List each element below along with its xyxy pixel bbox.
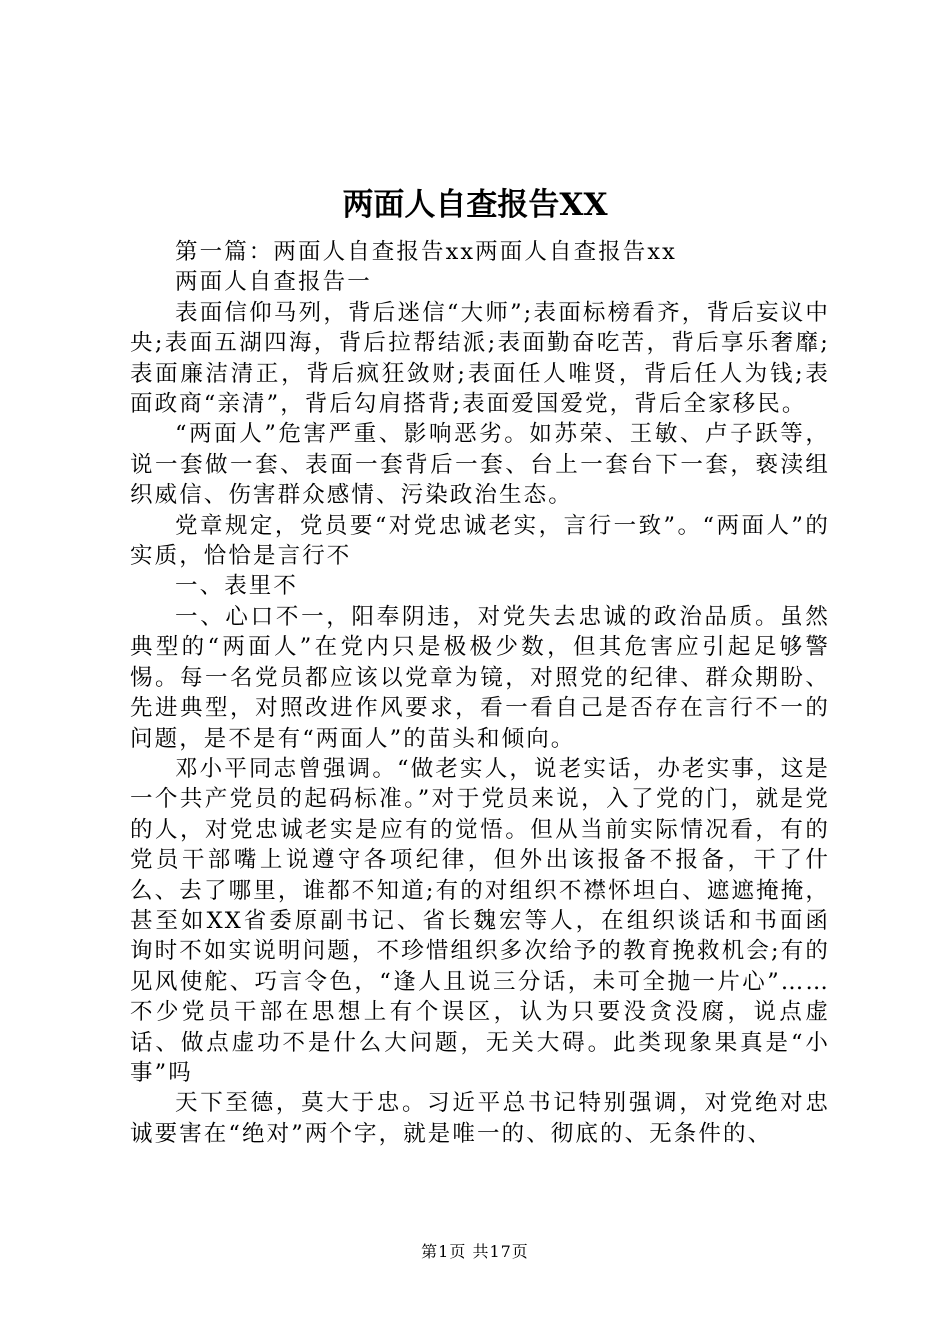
body-paragraph: 一、心口不一，阳奉阴违，对党失去忠诚的政治品质。虽然典型的“两面人”在党内只是极极少数，但其危害应引起足够警惕。每一名党员都应该以党章为镜，对照党的纪律、群众期盼、先进典型，对照改进作风要求，看一看自己是否存在言行不一的问题，是不是有“两面人”的苗头和倾向。 xyxy=(130,603,830,752)
body-paragraph: 天下至德，莫大于忠。习近平总书记特别强调，对党绝对忠诚要害在“绝对”两个字，就是唯一的、彻底的、无条件的、 xyxy=(130,1090,830,1147)
body-paragraph: 一、表里不 xyxy=(175,573,299,600)
body-paragraph: 邓小平同志曾强调。“做老实人，说老实话，办老实事，这是一个共产党员的起码标准。”对于党员来说，入了党的门，就是党的人，对党忠诚老实是应有的觉悟。但从当前实际情况看，有的党员干部嘴上说遵守各项纪律，但外出该报备不报备，干了什么、去了哪里，谁都不知道;有的对组织不襟怀坦白、遮遮掩掩，甚至如XX省委原副书记、省长魏宏等人，在组织谈话和书面函询时不如实说明问题，不珍惜组织多次给予的教育挽救机会;有的见风使舵、巧言令色，“逢人且说三分话，未可全抛一片心”……不少党员干部在思想上有个误区，认为只要没贪没腐，说点虚话、做点虚功不是什么大问题，无关大碍。此类现象果真是“小事”吗 xyxy=(130,755,831,1086)
section-heading: 第一篇：两面人自查报告xx两面人自查报告xx xyxy=(175,239,677,265)
body-paragraph: 党章规定，党员要“对党忠诚老实，言行一致”。“两面人”的实质，恰恰是言行不 xyxy=(130,512,830,570)
document-title: 两面人自查报告XX xyxy=(342,187,608,223)
body-paragraph: 表面信仰马列，背后迷信“大师”;表面标榜看齐，背后妄议中央;表面五湖四海，背后拉帮结派;表面勤奋吃苦，背后享乐奢靡;表面廉洁清正，背后疯狂敛财;表面任人唯贤，背后任人为钱;表面政商“亲清”，背后勾肩搭背;表面爱国爱党，背后全家移民。 xyxy=(130,299,830,418)
document-body xyxy=(130,237,830,1149)
sub-heading: 两面人自查报告一 xyxy=(175,269,372,296)
page-footer: 第1页 共17页 xyxy=(421,1242,529,1261)
body-paragraph: “两面人”危害严重、影响恶劣。如苏荣、王敏、卢子跃等，说一套做一套、表面一套背后一套、台上一套台下一套，亵渎组织威信、伤害群众感情、污染政治生态。 xyxy=(130,421,830,509)
